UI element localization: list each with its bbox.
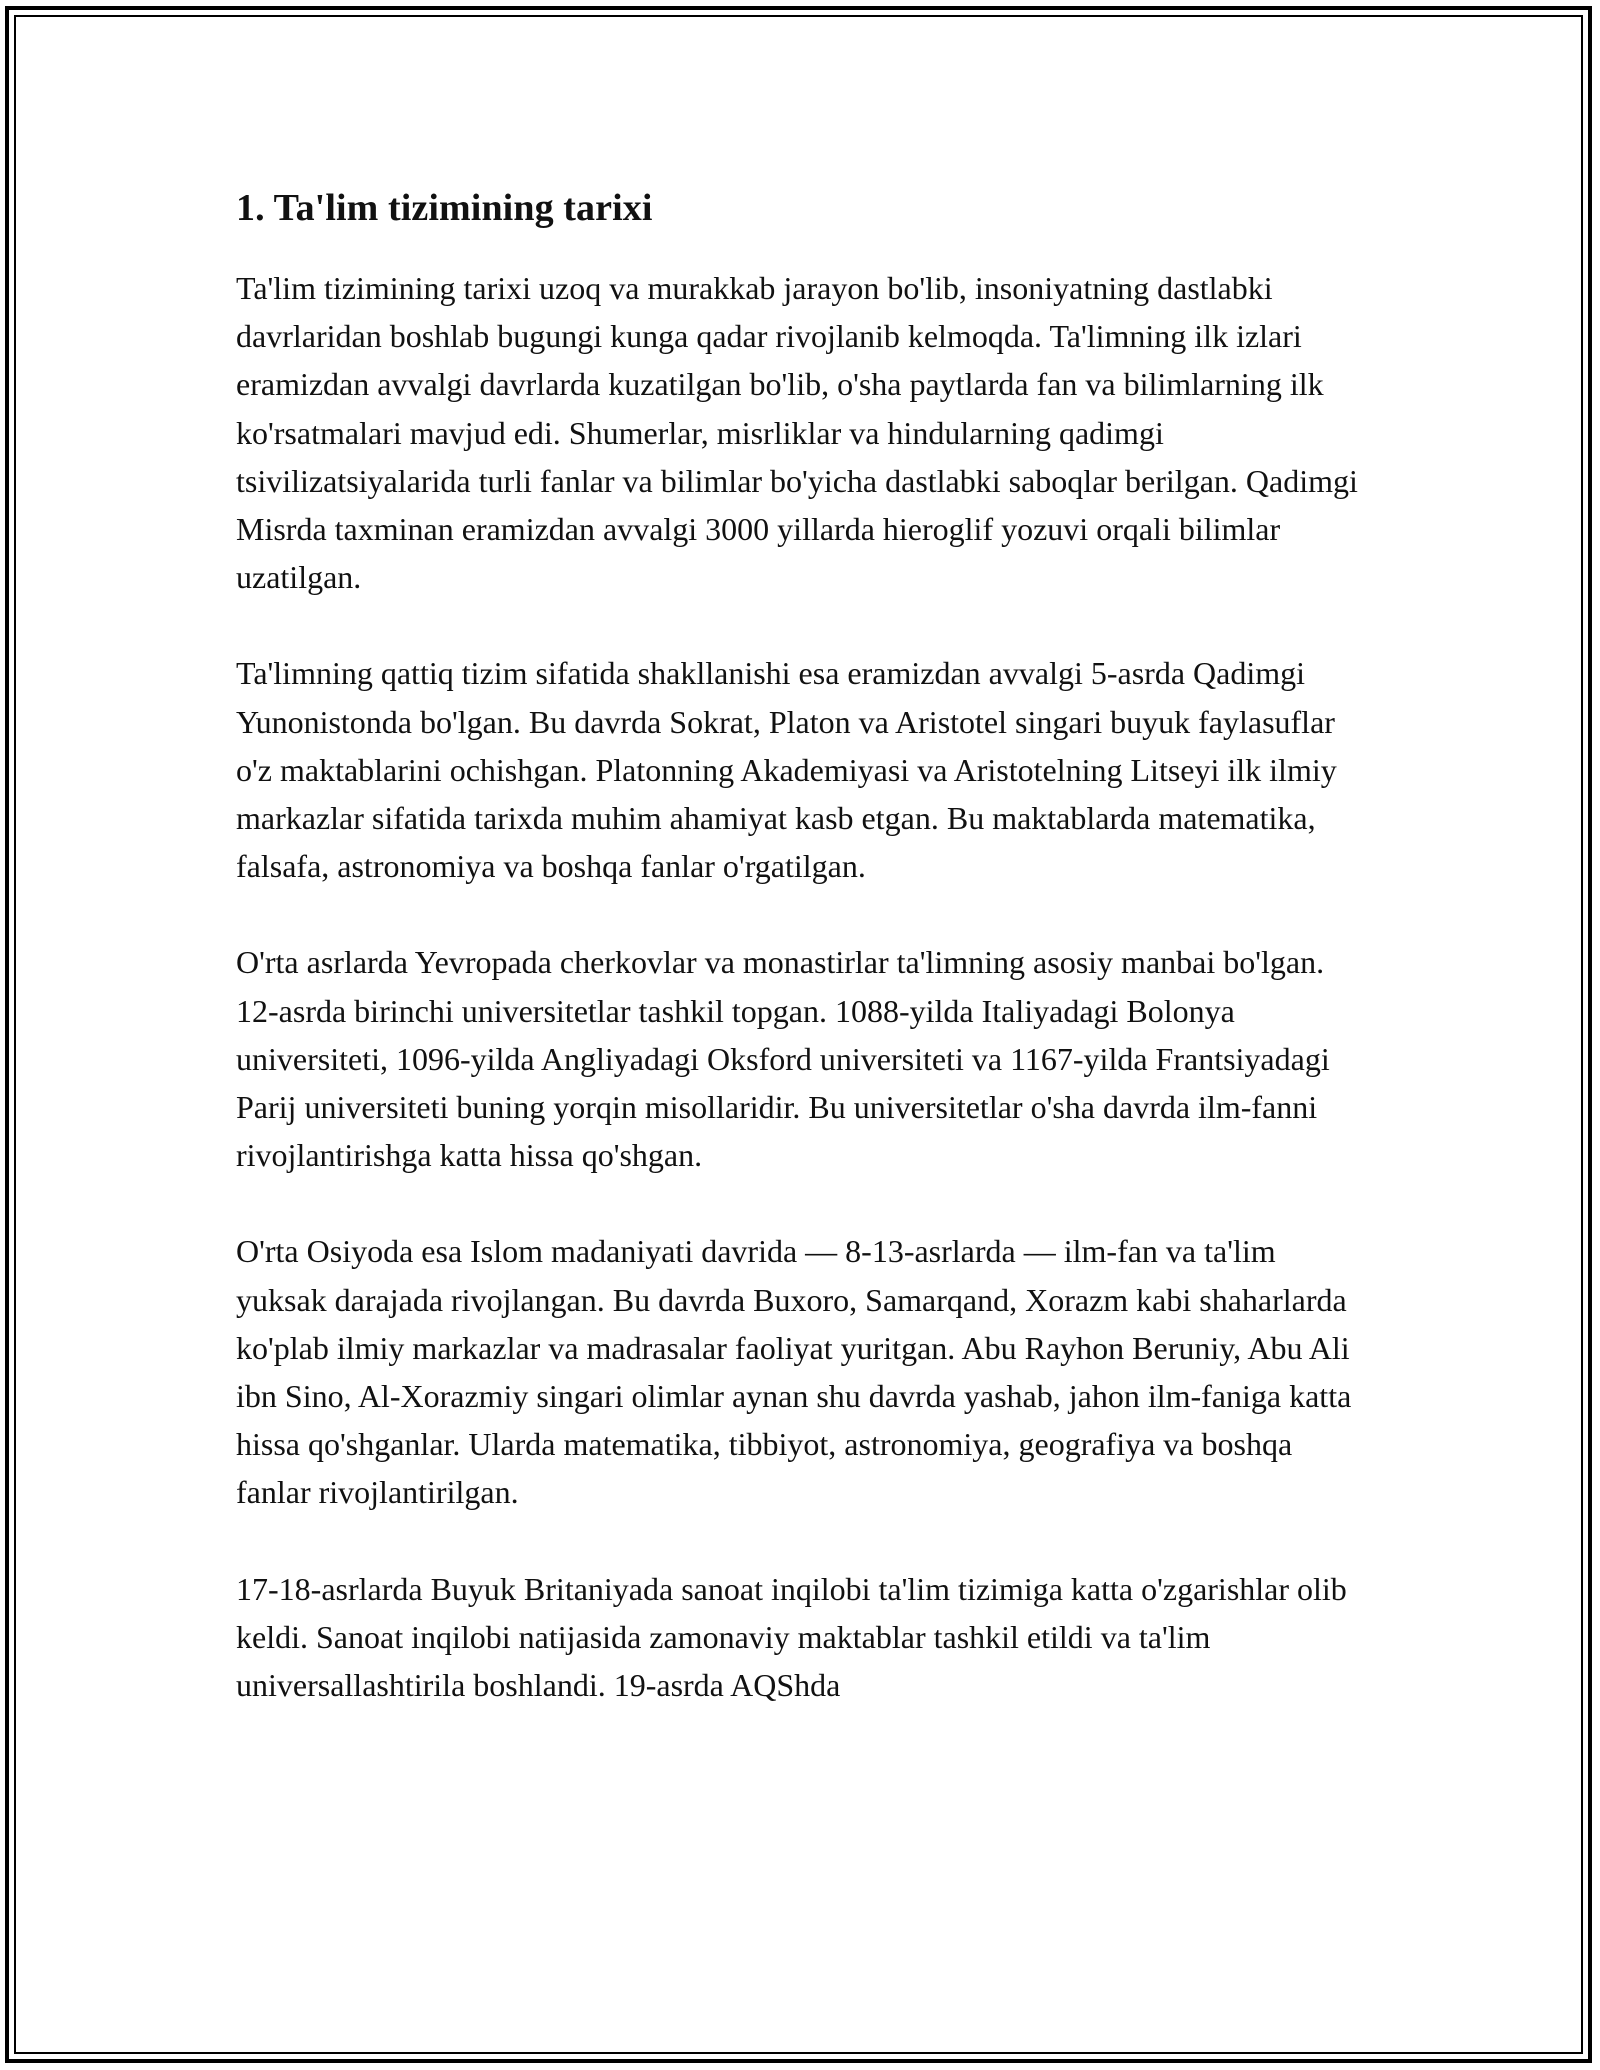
paragraph-5: 17-18-asrlarda Buyuk Britaniyada sanoat inqilobi ta'lim tizimiga katta o'zgarishlar olib keldi. Sanoat inqilobi natijasida zamonaviy maktablar tashkil etildi va ta'lim universallashtirila boshlandi. 19-asrda AQShda [236,1570,1347,1704]
paragraph-4: O'rta Osiyoda esa Islom madaniyati davrida — 8-13-asrlarda — ilm-fan va ta'lim yuksak darajada rivojlangan. Bu davrda Buxoro, Samarqand, Xorazm kabi shaharlarda ko'plab ilmiy markazlar va madrasalar faoliyat yuritgan. Abu Rayhon Beruniy, Abu Ali ibn Sino, Al-Xorazmiy singari olimlar aynan shu davrda yashab, jahon ilm-faniga katta hissa qo'shganlar. Ularda matematika, tibbiyot, astronomiya, geografiya va boshqa fanlar rivojlantirilgan. [236,1233,1352,1511]
paragraph-2: Ta'limning qattiq tizim sifatida shakllanishi esa eramizdan avvalgi 5-asrda Qadimgi Yunonistonda bo'lgan. Bu davrda Sokrat, Platon va Aristotel singari buyuk faylasuflar o'z maktablarini ochishgan. Platonning Akademiyasi va Aristotelning Litseyi ilk ilmiy markazlar sifatida tarixda muhim ahamiyat kasb etgan. Bu maktablarda matematika, falsafa, astronomiya va boshqa fanlar o'rgatilgan. [236,655,1337,885]
section-title: 1. Ta'lim tizimining tarixi [236,187,653,229]
paragraph-3: O'rta asrlarda Yevropada cherkovlar va monastirlar ta'limning asosiy manbai bo'lgan. 12-asrda birinchi universitetlar tashkil topgan. 1088-yilda Italiyadagi Bolonya universiteti, 1096-yilda Angliyadagi Oksford universiteti va 1167-yilda Frantsiyadagi Parij universiteti buning yorqin misollaridir. Bu universitetlar o'sha davrda ilm-fanni rivojlantirishga katta hissa qo'shgan. [236,944,1330,1174]
document-body [236,186,1366,1757]
paragraph-1: Ta'lim tizimining tarixi uzoq va murakkab jarayon bo'lib, insoniyatning dastlabki davrlaridan boshlab bugungi kunga qadar rivojlanib kelmoqda. Ta'limning ilk izlari eramizdan avvalgi davrlarda kuzatilgan bo'lib, o'sha paytlarda fan va bilimlarning ilk ko'rsatmalari mavjud edi. Shumerlar, misrliklar va hindularning qadimgi tsivilizatsiyalarida turli fanlar va bilimlar bo'yicha dastlabki saboqlar berilgan. Qadimgi Misrda taxminan eramizdan avvalgi 3000 yillarda hieroglif yozuvi orqali bilimlar uzatilgan. [236,270,1358,596]
